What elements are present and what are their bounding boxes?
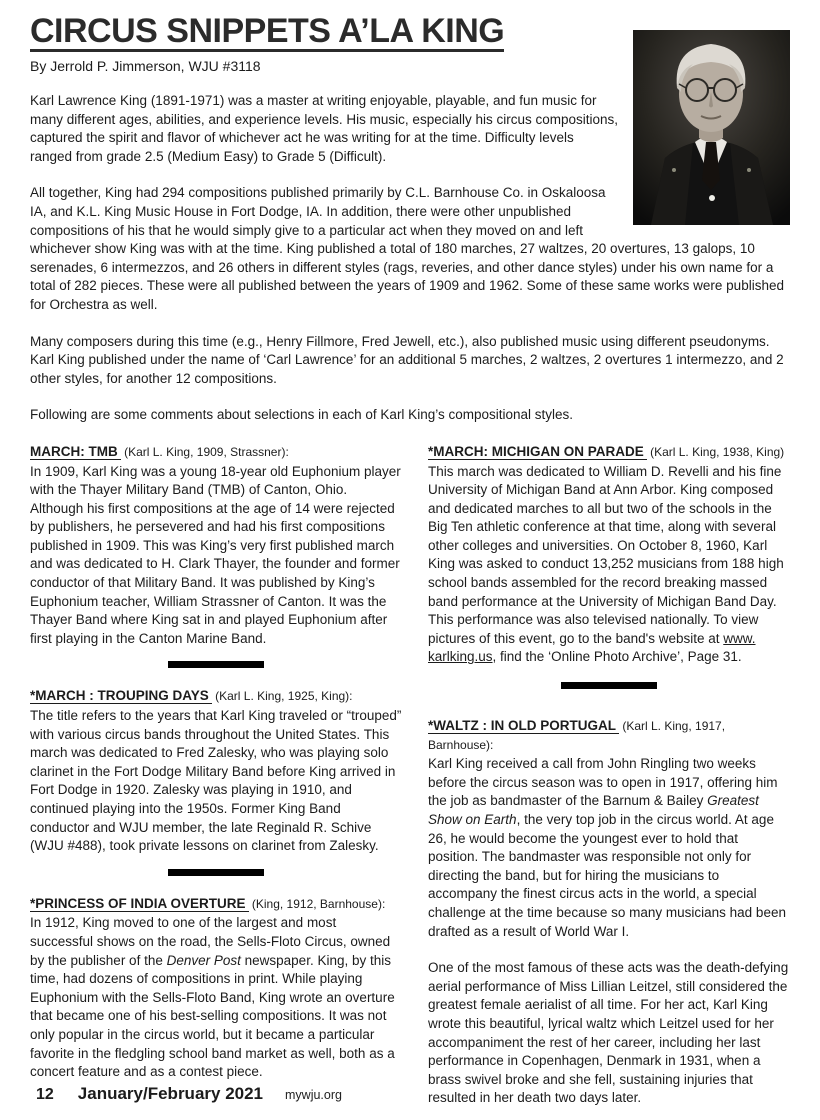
section-heading	[428, 443, 790, 462]
section-divider-bar	[168, 869, 264, 876]
section-heading	[30, 443, 402, 462]
body-text: , the very top job in the circus world. At age 26, he would become the youngest ever to hold that position. The bandmaster was responsible not only for directing the band, but for hiring the musicians to accompany the finest circus acts in the world, a special challenge at the time because so many musicians had been drafted as a result of World War I.	[428, 812, 786, 939]
section-body: One of the most famous of these acts was the death-defying aerial performance of Miss Lillian Leitzel, still considered the greatest female aerialist of all time. For her act, Karl King wrote this beautiful, lyrical waltz which Leitzel used for her accompaniment the rest of her career, including her last performance in Copenhagen, Denmark in 1931, when a brass swivel broke and she fell, sustaining injuries that resulted in her death two days later.	[428, 960, 789, 1106]
section-body	[428, 755, 790, 941]
section-meta: (King, 1912, Barnhouse):	[248, 896, 386, 911]
section-march-tmb	[30, 443, 402, 649]
section-meta: (Karl L. King, 1925, King):	[211, 689, 353, 704]
intro-paragraph-4: Following are some comments about selections in each of Karl King’s compositional styles.	[30, 407, 574, 423]
intro-section	[30, 92, 790, 425]
portrait-illustration	[633, 30, 790, 225]
body-text: , find the ‘Online Photo Archive’, Page 31.	[492, 649, 742, 665]
website-url: mywju.org	[285, 1088, 342, 1102]
left-column	[30, 443, 402, 1108]
section-march-michigan-on-parade	[428, 443, 790, 667]
karl-king-portrait-photo	[633, 30, 790, 225]
section-body	[428, 463, 790, 668]
italic-greatest-show-on-earth: Greatest Show on Earth	[428, 793, 759, 827]
section-title: MARCH: TMB	[30, 444, 121, 460]
section-body	[30, 914, 402, 1081]
intro-paragraph-1: Karl Lawrence King (1891-1971) was a master at writing enjoyable, playable, and fun music for many different ages, abilities, and experience levels. His music, especially his circus compositions, captured the spirit and flavor of whichever act he was writing for at the time. Difficulty levels ranged from grade 2.5 (Medium Easy) to Grade 5 (Difficult).	[30, 93, 619, 164]
body-text: This march was dedicated to William D. Revelli and his fine University of Michigan Band at Ann Arbor. King composed and dedicated marches to all but two of the schools in the Big Ten athletic conference at that time, along with several other colleges and universities. On October 8, 1960, Karl King was asked to conduct 13,252 musicians from 188 high school bands assembled for the record breaking massed band performance at the University of Michigan Band Day. This performance was also televised nationally. To view pictures of this event, go to the band's website at	[428, 463, 784, 646]
section-princess-of-india	[30, 895, 402, 1082]
section-heading	[428, 717, 790, 754]
section-heading	[30, 687, 402, 706]
section-title: *MARCH : TROUPING DAYS	[30, 688, 212, 704]
issue-date: January/February 2021	[77, 1084, 264, 1103]
section-body: In 1909, Karl King was a young 18-year old Euphonium player with the Thayer Military Band (TMB) of Canton, Ohio. Although his first compositions at the age of 14 were rejected by publishers, he persevered and had his first compositions published in 1909. This was King’s very first published march and was dedicated to H. Clark Thayer, the founder and former conductor of that Military Band. It was published by King’s Euphonium teacher, William Strassner of Canton. It was the Thayer Band where King sat in and played Euphonium after first playing in the Canton Marine Band.	[30, 463, 401, 646]
body-text: newspaper. King, by this time, had dozens of compositions in print. While playing Euphonium with the Sells-Floto Band, King wrote an overture that became one of his best-selling compositions. It was not only popular in the circus world, but it became a particular favorite in the fledgling school band market as well, both as a concert feature and as a contest piece.	[30, 952, 395, 1080]
section-meta: (Karl L. King, 1909, Strassner):	[120, 444, 289, 459]
section-title: *PRINCESS OF INDIA OVERTURE	[30, 896, 249, 912]
intro-paragraph-2: All together, King had 294 compositions published primarily by C.L. Barnhouse Co. in Oskaloosa IA, and K.L. King Music House in Fort Dodge, IA. In addition, there were other unpublished compositions of his that he would simply give to a particular act when they moved on and left whichever show King was with at the time. King published a total of 180 marches, 27 waltzes, 20 overtures, 13 galops, 10 serenades, 6 intermezzos, and 26 others in different styles (rags, reveries, and other dance styles) under his own name for a total of 282 pieces. These were all published between the years of 1909 and 1962. Some of these same works were published for Orchestra as well.	[30, 185, 784, 312]
byline: By Jerrold P. Jimmerson, WJU #3118	[30, 58, 261, 74]
page-footer	[36, 1084, 342, 1104]
section-meta: (Karl L. King, 1917, Barnhouse):	[428, 719, 726, 752]
section-title: *MARCH: MICHIGAN ON PARADE	[428, 444, 647, 460]
body-text: In 1912, King moved to one of the largest and most successful shows on the road, the Sells-Floto Circus, owned by the publisher of the	[30, 915, 391, 968]
section-title: *WALTZ : IN OLD PORTUGAL	[428, 718, 619, 734]
two-column-body	[30, 443, 790, 1108]
section-divider-bar	[168, 661, 264, 668]
karlking-website-link[interactable]: www.	[723, 630, 756, 646]
body-text: Karl King received a call from John Ringling two weeks before the circus season was to open in 1917, offering him the job as bandmaster of the Barnum & Bailey	[428, 756, 778, 809]
italic-denver-post: Denver Post	[166, 952, 241, 968]
intro-paragraph-3: Many composers during this time (e.g., Henry Fillmore, Fred Jewell, etc.), also published music using different pseudonyms. Karl King published under the name of ‘Carl Lawrence’ for an additional 5 marches, 2 waltzes, 2 overtures 1 intermezzo, and 2 other styles, for another 12 compositions.	[30, 333, 784, 386]
karlking-website-link[interactable]: karlking.us	[428, 649, 493, 665]
right-column	[428, 443, 790, 1108]
section-heading	[30, 895, 402, 914]
section-waltz-in-old-portugal	[428, 717, 790, 1108]
section-march-trouping-days	[30, 687, 402, 855]
section-divider-bar	[561, 682, 657, 689]
page-number: 12	[36, 1086, 54, 1103]
section-meta: (Karl L. King, 1938, King)	[646, 444, 785, 459]
section-body: The title refers to the years that Karl King traveled or “trouped” with various circus bands throughout the United States. This march was dedicated to Fred Zalesky, who was playing solo clarinet in the Fort Dodge Military Band before King arrived in Fort Dodge in 1920. Zalesky was playing in 1910, and continued playing into the 1950s. Former King Band conductor and WJU member, the late Reginald R. Schive (WJU #488), took private lessons on clarinet from Zalesky.	[30, 708, 402, 854]
page-title: CIRCUS SNIPPETS A’LA KING	[30, 12, 505, 50]
